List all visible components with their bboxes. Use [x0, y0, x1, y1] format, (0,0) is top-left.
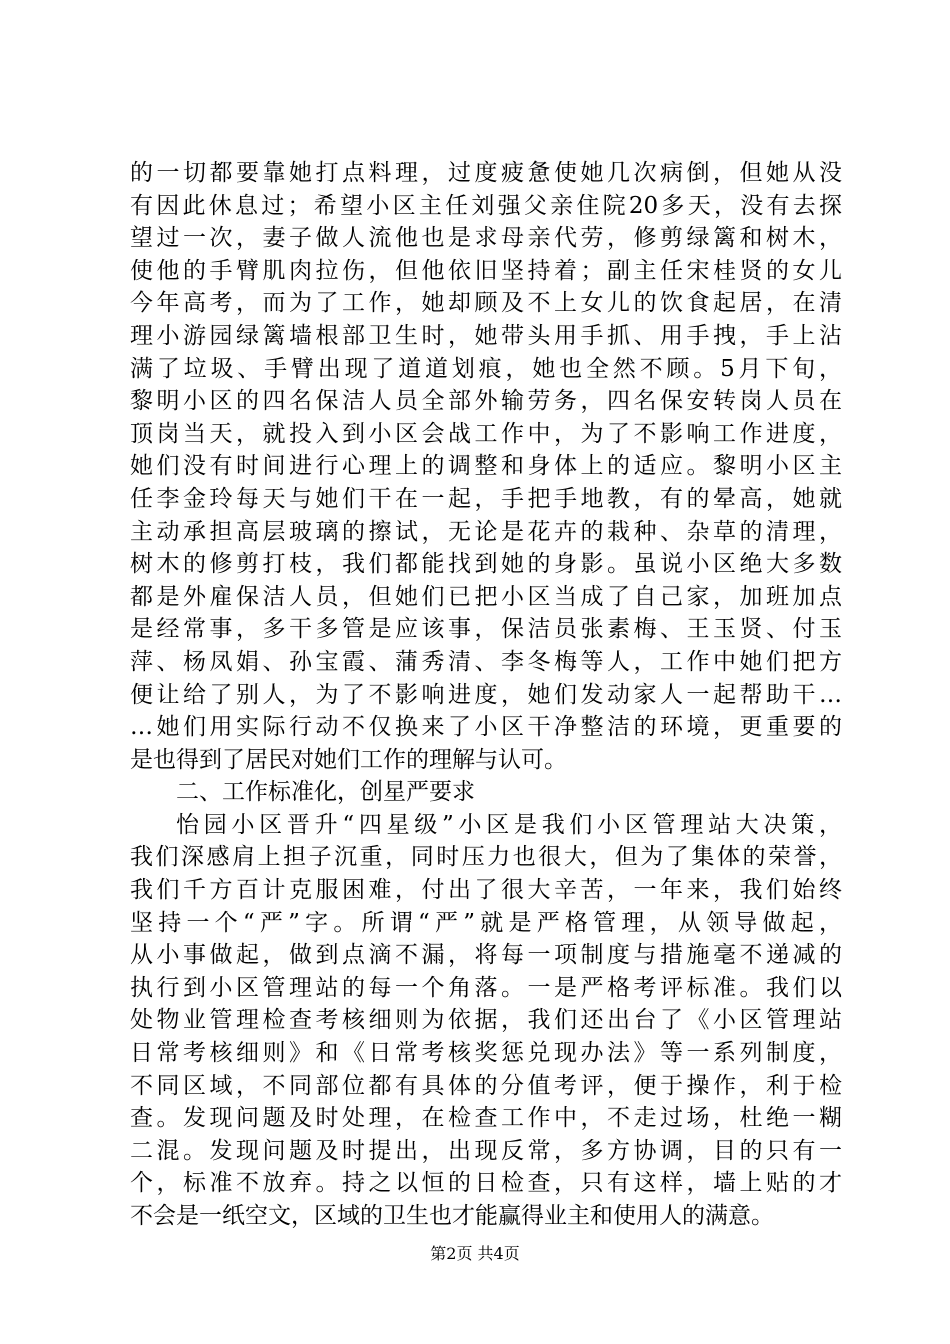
text-line: 顶岗当天，就投入到小区会战工作中，为了不影响工作进度， [130, 420, 842, 447]
text-line: 是经常事，多干多管是应该事，保洁员张素梅、王玉贤、付玉 [130, 616, 842, 643]
text-line: 满了垃圾、手臂出现了道道划痕，她也全然不顾。5月下旬， [130, 355, 842, 382]
text-line: 望过一次，妻子做人流他也是求母亲代劳，修剪绿篱和树木， [130, 225, 842, 252]
section-heading: 二、工作标准化，创星严要求 [176, 779, 475, 806]
text-line: 都是外雇保洁人员，但她们已把小区当成了自己家，加班加点 [130, 583, 842, 610]
page-footer: 第2页 共4页 [430, 1244, 520, 1263]
paragraph-2 [130, 809, 842, 1233]
text-line: 理小游园绿篱墙根部卫生时，她带头用手抓、用手拽，手上沾 [130, 322, 842, 349]
text-line: 今年高考，而为了工作，她却顾及不上女儿的饮食起居，在清 [130, 290, 842, 317]
text-line: 树木的修剪打枝，我们都能找到她的身影。虽说小区绝大多数 [130, 551, 842, 578]
text-line: 不会是一纸空文，区域的卫生也才能赢得业主和使用人的满意。 [130, 1203, 774, 1229]
text-line: 她们没有时间进行心理上的调整和身体上的适应。黎明小区主 [130, 453, 842, 480]
paragraph-1 [130, 157, 842, 776]
text-line: 便让给了别人，为了不影响进度，她们发动家人一起帮助干… [130, 681, 842, 708]
text-line: 有因此休息过；希望小区主任刘强父亲住院20多天，没有去探 [130, 192, 842, 219]
text-line: 使他的手臂肌肉拉伤，但他依旧坚持着；副主任宋桂贤的女儿 [130, 257, 842, 284]
text-line: 黎明小区的四名保洁人员全部外输劳务，四名保安转岗人员在 [130, 388, 842, 415]
document-body [130, 157, 842, 1233]
text-line: 的一切都要靠她打点料理，过度疲惫使她几次病倒，但她从没 [130, 160, 842, 186]
text-line: 任李金玲每天与她们干在一起，手把手地教，有的晕高，她就 [130, 485, 842, 512]
text-line: 二混。发现问题及时提出，出现反常，多方协调，目的只有一 [130, 1137, 842, 1164]
text-line: 不同区域，不同部位都有具体的分值考评，便于操作，利于检 [130, 1072, 842, 1099]
text-line: 萍、杨凤娟、孙宝霞、蒲秀清、李冬梅等人，工作中她们把方 [130, 648, 842, 675]
text-line: …她们用实际行动不仅换来了小区干净整洁的环境，更重要的 [130, 714, 842, 741]
text-line: 处物业管理检查考核细则为依据，我们还出台了《小区管理站 [130, 1007, 842, 1034]
text-line: 查。发现问题及时处理，在检查工作中，不走过场，杜绝一糊 [130, 1105, 842, 1132]
text-line: 坚持一个“严”字。所谓“严”就是严格管理，从领导做起， [130, 909, 842, 936]
text-line: 主动承担高层玻璃的擦试，无论是花卉的栽种、杂草的清理， [130, 518, 842, 545]
text-line: 怡园小区晋升“四星级”小区是我们小区管理站大决策， [176, 811, 842, 838]
text-line: 我们深感肩上担子沉重，同时压力也很大，但为了集体的荣誉， [130, 844, 842, 871]
text-line: 执行到小区管理站的每一个角落。一是严格考评标准。我们以 [130, 974, 842, 1001]
text-line: 个，标准不放弃。持之以恒的日检查，只有这样，墙上贴的才 [130, 1170, 842, 1197]
text-line: 我们千方百计克服困难，付出了很大辛苦，一年来，我们始终 [130, 877, 842, 904]
text-line: 从小事做起，做到点滴不漏，将每一项制度与措施毫不递减的 [130, 942, 842, 969]
text-line: 日常考核细则》和《日常考核奖惩兑现办法》等一系列制度， [130, 1040, 842, 1067]
text-line: 是也得到了居民对她们工作的理解与认可。 [130, 746, 567, 773]
